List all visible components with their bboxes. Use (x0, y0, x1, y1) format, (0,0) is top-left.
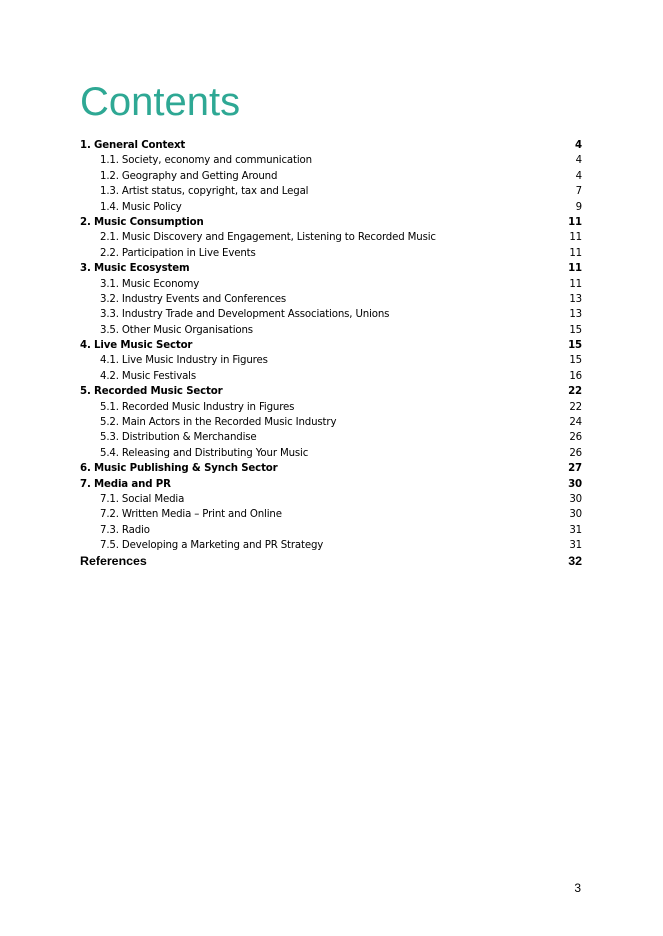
toc-entry-label: 3.5. Other Music Organisations (100, 324, 253, 336)
toc-entry-label: 2.2. Participation in Live Events (100, 247, 256, 259)
toc-section-entry[interactable] (80, 292, 582, 307)
toc-entry-label: 1.3. Artist status, copyright, tax and Legal (100, 186, 309, 198)
toc-section-entry[interactable] (80, 400, 582, 415)
toc-entry-label: 3.2. Industry Events and Conferences (100, 293, 287, 305)
toc-entry-page: 24 (569, 417, 582, 429)
toc-entry-page: 11 (569, 278, 582, 290)
toc-section-entry[interactable] (80, 184, 582, 199)
toc-entry-label: 7.3. Radio (100, 524, 150, 536)
toc-entry-label: References (80, 553, 147, 568)
toc-section-entry[interactable] (80, 523, 582, 538)
toc-entry-label: 1.1. Society, economy and communication (100, 155, 312, 167)
table-of-contents (80, 138, 582, 569)
toc-entry-label: 2.1. Music Discovery and Engagement, Listening to Recorded Music (100, 232, 436, 244)
toc-section-entry[interactable] (80, 323, 582, 338)
toc-section-entry[interactable] (80, 200, 582, 215)
toc-entry-page: 22 (568, 386, 582, 398)
toc-entry-label: 4. Live Music Sector (80, 340, 193, 352)
toc-entry-page: 30 (569, 493, 582, 505)
toc-entry-page: 22 (569, 401, 582, 413)
toc-entry-label: 5.1. Recorded Music Industry in Figures (100, 401, 295, 413)
page-number: 3 (574, 881, 581, 895)
toc-entry-label: 6. Music Publishing & Synch Sector (80, 463, 278, 475)
toc-entry-label: 1.2. Geography and Getting Around (100, 170, 278, 182)
toc-entry-page: 16 (569, 370, 582, 382)
toc-section-entry[interactable] (80, 230, 582, 245)
toc-entry-label: 5.4. Releasing and Distributing Your Music (100, 447, 309, 459)
toc-entry-page: 32 (568, 553, 582, 568)
toc-entry-page: 31 (569, 524, 582, 536)
toc-section-entry[interactable] (80, 277, 582, 292)
toc-entry-page: 13 (569, 293, 582, 305)
toc-section-entry[interactable] (80, 430, 582, 445)
toc-entry-page: 7 (575, 186, 582, 198)
toc-chapter-entry[interactable] (80, 477, 582, 492)
toc-entry-page: 11 (569, 232, 582, 244)
toc-chapter-entry[interactable] (80, 215, 582, 230)
toc-entry-page: 11 (568, 263, 582, 275)
toc-entry-page: 4 (575, 155, 582, 167)
toc-section-entry[interactable] (80, 492, 582, 507)
toc-section-entry[interactable] (80, 538, 582, 553)
toc-section-entry[interactable] (80, 169, 582, 184)
toc-section-entry[interactable] (80, 446, 582, 461)
toc-entry-page: 15 (569, 324, 582, 336)
toc-section-entry[interactable] (80, 415, 582, 430)
toc-entry-label: 1.4. Music Policy (100, 201, 182, 213)
toc-entry-label: 2. Music Consumption (80, 216, 204, 228)
toc-entry-page: 13 (569, 309, 582, 321)
toc-entry-page: 4 (575, 170, 582, 182)
toc-section-entry[interactable] (80, 153, 582, 168)
toc-entry-page: 15 (568, 340, 582, 352)
toc-entry-page: 26 (569, 432, 582, 444)
toc-entry-page: 30 (569, 509, 582, 521)
toc-entry-page: 15 (569, 355, 582, 367)
toc-entry-label: 5.3. Distribution & Merchandise (100, 432, 257, 444)
toc-entry-label: 7.2. Written Media – Print and Online (100, 509, 282, 521)
toc-entry-page: 26 (569, 447, 582, 459)
toc-entry-label: 3.3. Industry Trade and Development Associations, Unions (100, 309, 390, 321)
toc-entry-label: 5.2. Main Actors in the Recorded Music Industry (100, 417, 337, 429)
toc-entry-label: 3.1. Music Economy (100, 278, 200, 290)
toc-chapter-entry[interactable] (80, 384, 582, 399)
toc-entry-label: 7.1. Social Media (100, 493, 185, 505)
toc-entry-label: 3. Music Ecosystem (80, 263, 190, 275)
toc-section-entry[interactable] (80, 507, 582, 522)
toc-chapter-entry[interactable] (80, 338, 582, 353)
toc-references-entry[interactable] (80, 554, 582, 569)
toc-section-entry[interactable] (80, 353, 582, 368)
toc-entry-label: 7.5. Developing a Marketing and PR Strategy (100, 540, 324, 552)
toc-entry-label: 7. Media and PR (80, 478, 171, 490)
page-title: Contents (80, 80, 241, 124)
toc-entry-page: 11 (568, 216, 582, 228)
toc-chapter-entry[interactable] (80, 138, 582, 153)
toc-chapter-entry[interactable] (80, 461, 582, 476)
toc-entry-page: 11 (569, 247, 582, 259)
toc-entry-label: 4.1. Live Music Industry in Figures (100, 355, 268, 367)
toc-entry-page: 27 (568, 463, 582, 475)
toc-section-entry[interactable] (80, 307, 582, 322)
toc-entry-page: 9 (575, 201, 582, 213)
toc-entry-label: 1. General Context (80, 140, 186, 151)
toc-entry-page: 4 (575, 140, 582, 151)
toc-entry-label: 5. Recorded Music Sector (80, 386, 223, 398)
toc-entry-label: 4.2. Music Festivals (100, 370, 197, 382)
toc-section-entry[interactable] (80, 246, 582, 261)
toc-entry-page: 30 (568, 478, 582, 490)
toc-section-entry[interactable] (80, 369, 582, 384)
toc-chapter-entry[interactable] (80, 261, 582, 276)
toc-entry-page: 31 (569, 540, 582, 552)
